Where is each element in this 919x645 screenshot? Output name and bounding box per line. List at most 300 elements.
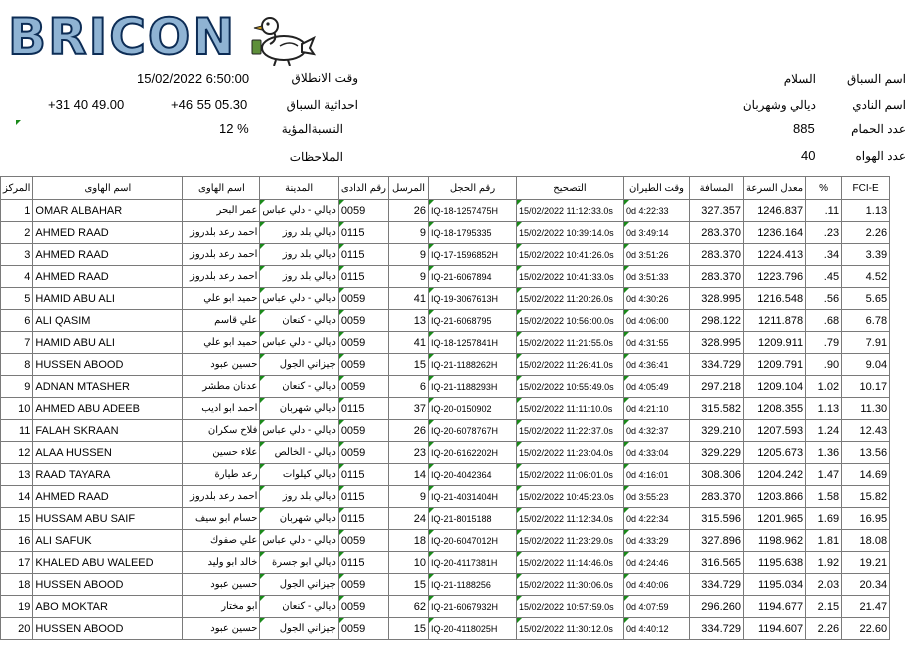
correction-cell: 15/02/2022 11:14:46.0s bbox=[517, 552, 624, 574]
notes-label: الملاحظات bbox=[289, 150, 343, 164]
pct-cell: 1.02 bbox=[806, 376, 842, 398]
pct-cell: 1.47 bbox=[806, 464, 842, 486]
coords-label: احداثية السباق bbox=[286, 98, 358, 112]
fci-cell: 10.17 bbox=[842, 376, 890, 398]
fancier-en-cell: HUSSEN ABOOD bbox=[33, 618, 183, 640]
sent-cell: 18 bbox=[389, 530, 429, 552]
flight-time-cell: 0d 4:33:29 bbox=[624, 530, 690, 552]
sent-cell: 41 bbox=[389, 288, 429, 310]
club-cell: 0059 bbox=[338, 530, 388, 552]
flight-time-cell: 0d 4:24:46 bbox=[624, 552, 690, 574]
city-cell: جيزاني الجول bbox=[260, 574, 338, 596]
sent-cell: 9 bbox=[389, 222, 429, 244]
fancier-ar-cell: علاء حسين bbox=[183, 442, 260, 464]
city-cell: ديالي - كنعان bbox=[260, 376, 338, 398]
city-cell: ديالي بلد روز bbox=[260, 222, 338, 244]
flight-time-cell: 0d 4:22:34 bbox=[624, 508, 690, 530]
club-cell: 0059 bbox=[338, 310, 388, 332]
ring-cell: IQ-21-1188293H bbox=[429, 376, 517, 398]
sent-cell: 23 bbox=[389, 442, 429, 464]
rank-cell: 13 bbox=[1, 464, 33, 486]
ring-cell: IQ-21-4031404H bbox=[429, 486, 517, 508]
fci-cell: 12.43 bbox=[842, 420, 890, 442]
corner-marker bbox=[16, 120, 21, 125]
sent-cell: 26 bbox=[389, 200, 429, 222]
sent-cell: 26 bbox=[389, 420, 429, 442]
distance-cell: 308.306 bbox=[690, 464, 744, 486]
table-row bbox=[1, 574, 890, 596]
city-cell: ديالي - دلي عباس bbox=[260, 200, 338, 222]
correction-cell: 15/02/2022 10:39:14.0s bbox=[517, 222, 624, 244]
correction-cell: 15/02/2022 11:21:55.0s bbox=[517, 332, 624, 354]
table-row bbox=[1, 618, 890, 640]
flight-time-cell: 0d 3:51:26 bbox=[624, 244, 690, 266]
fancier-en-cell: ADNAN MTASHER bbox=[33, 376, 183, 398]
table-row bbox=[1, 398, 890, 420]
flight-time-cell: 0d 4:06:00 bbox=[624, 310, 690, 332]
rank-cell: 6 bbox=[1, 310, 33, 332]
speed-cell: 1209.911 bbox=[744, 332, 806, 354]
ring-cell: IQ-18-1257841H bbox=[429, 332, 517, 354]
fci-cell: 5.65 bbox=[842, 288, 890, 310]
correction-cell: 15/02/2022 11:12:34.0s bbox=[517, 508, 624, 530]
percent-label: النسبةالمؤية bbox=[281, 122, 343, 136]
fci-cell: 1.13 bbox=[842, 200, 890, 222]
speed-cell: 1236.164 bbox=[744, 222, 806, 244]
fci-cell: 15.82 bbox=[842, 486, 890, 508]
fancier-ar-cell: حميد ابو علي bbox=[183, 332, 260, 354]
fci-cell: 20.34 bbox=[842, 574, 890, 596]
fancier-en-cell: HUSSAM ABU SAIF bbox=[33, 508, 183, 530]
club-cell: 0059 bbox=[338, 618, 388, 640]
pct-cell: 1.58 bbox=[806, 486, 842, 508]
club-cell: 0059 bbox=[338, 420, 388, 442]
distance-cell: 334.729 bbox=[690, 618, 744, 640]
fancier-en-cell: HUSSEN ABOOD bbox=[33, 354, 183, 376]
speed-cell: 1207.593 bbox=[744, 420, 806, 442]
rank-cell: 18 bbox=[1, 574, 33, 596]
fancier-en-cell: FALAH SKRAAN bbox=[33, 420, 183, 442]
speed-cell: 1209.791 bbox=[744, 354, 806, 376]
col-flight-time: وقت الطيران bbox=[624, 177, 690, 200]
flight-time-cell: 0d 4:40:12 bbox=[624, 618, 690, 640]
coord-lon: +31 40 49.00 bbox=[48, 97, 125, 112]
fancier-ar-cell: خالد ابو وليد bbox=[183, 552, 260, 574]
club-cell: 0115 bbox=[338, 244, 388, 266]
flight-time-cell: 0d 4:21:10 bbox=[624, 398, 690, 420]
pct-cell: .34 bbox=[806, 244, 842, 266]
fancier-ar-cell: علي صفوك bbox=[183, 530, 260, 552]
pct-cell: .23 bbox=[806, 222, 842, 244]
fancier-en-cell: AHMED RAAD bbox=[33, 266, 183, 288]
distance-cell: 283.370 bbox=[690, 266, 744, 288]
fancier-ar-cell: احمد ابو اديب bbox=[183, 398, 260, 420]
fancier-ar-cell: احمد رعد بلدروز bbox=[183, 486, 260, 508]
pct-cell: 1.81 bbox=[806, 530, 842, 552]
city-cell: ديالي - دلي عباس bbox=[260, 420, 338, 442]
ring-cell: IQ-21-6067894 bbox=[429, 266, 517, 288]
fancier-en-cell: AHMED RAAD bbox=[33, 222, 183, 244]
fci-cell: 13.56 bbox=[842, 442, 890, 464]
rank-cell: 3 bbox=[1, 244, 33, 266]
pct-cell: 2.26 bbox=[806, 618, 842, 640]
speed-cell: 1246.837 bbox=[744, 200, 806, 222]
fancier-en-cell: KHALED ABU WALEED bbox=[33, 552, 183, 574]
flight-time-cell: 0d 4:22:33 bbox=[624, 200, 690, 222]
distance-cell: 296.260 bbox=[690, 596, 744, 618]
fancier-ar-cell: عمر البحر bbox=[183, 200, 260, 222]
pct-cell: .56 bbox=[806, 288, 842, 310]
club-cell: 0115 bbox=[338, 464, 388, 486]
ring-cell: IQ-21-8015188 bbox=[429, 508, 517, 530]
rank-cell: 5 bbox=[1, 288, 33, 310]
ring-cell: IQ-21-1188262H bbox=[429, 354, 517, 376]
correction-cell: 15/02/2022 10:55:49.0s bbox=[517, 376, 624, 398]
fanciers-label: عدد الهواه bbox=[855, 149, 906, 163]
pigeons-value: 885 bbox=[793, 121, 815, 136]
fancier-ar-cell: حسين عبود bbox=[183, 574, 260, 596]
flight-time-cell: 0d 4:07:59 bbox=[624, 596, 690, 618]
speed-cell: 1201.965 bbox=[744, 508, 806, 530]
fci-cell: 16.95 bbox=[842, 508, 890, 530]
fci-cell: 9.04 bbox=[842, 354, 890, 376]
pct-cell: 1.24 bbox=[806, 420, 842, 442]
bricon-logo bbox=[8, 6, 308, 68]
sent-cell: 37 bbox=[389, 398, 429, 420]
fancier-ar-cell: حميد ابو علي bbox=[183, 288, 260, 310]
fancier-ar-cell: حسين عبود bbox=[183, 354, 260, 376]
rank-cell: 2 bbox=[1, 222, 33, 244]
table-row bbox=[1, 530, 890, 552]
rank-cell: 16 bbox=[1, 530, 33, 552]
correction-cell: 15/02/2022 10:41:33.0s bbox=[517, 266, 624, 288]
fancier-en-cell: HAMID ABU ALI bbox=[33, 332, 183, 354]
speed-cell: 1195.638 bbox=[744, 552, 806, 574]
club-label: اسم النادي bbox=[852, 98, 906, 112]
flight-time-cell: 0d 4:16:01 bbox=[624, 464, 690, 486]
city-cell: ديالي - دلي عباس bbox=[260, 332, 338, 354]
distance-cell: 315.596 bbox=[690, 508, 744, 530]
correction-cell: 15/02/2022 11:06:01.0s bbox=[517, 464, 624, 486]
fancier-en-cell: RAAD TAYARA bbox=[33, 464, 183, 486]
sent-cell: 13 bbox=[389, 310, 429, 332]
col-fancier-en: اسم الهاوى bbox=[33, 177, 183, 200]
ring-cell: IQ-17-1596852H bbox=[429, 244, 517, 266]
flight-time-cell: 0d 4:33:04 bbox=[624, 442, 690, 464]
col-club-no: رقم الدادى bbox=[338, 177, 388, 200]
club-cell: 0115 bbox=[338, 486, 388, 508]
fancier-ar-cell: ابو مختار bbox=[183, 596, 260, 618]
col-rank: المركز bbox=[1, 177, 33, 200]
fancier-ar-cell: احمد رعد بلدروز bbox=[183, 266, 260, 288]
correction-cell: 15/02/2022 11:26:41.0s bbox=[517, 354, 624, 376]
speed-cell: 1194.607 bbox=[744, 618, 806, 640]
pct-cell: .11 bbox=[806, 200, 842, 222]
flight-time-cell: 0d 4:05:49 bbox=[624, 376, 690, 398]
flight-time-cell: 0d 3:55:23 bbox=[624, 486, 690, 508]
table-row bbox=[1, 222, 890, 244]
pct-cell: 1.36 bbox=[806, 442, 842, 464]
distance-cell: 334.729 bbox=[690, 354, 744, 376]
fancier-en-cell: HAMID ABU ALI bbox=[33, 288, 183, 310]
fci-cell: 4.52 bbox=[842, 266, 890, 288]
table-row bbox=[1, 310, 890, 332]
pigeons-label: عدد الحمام bbox=[851, 122, 906, 136]
sent-cell: 9 bbox=[389, 486, 429, 508]
col-ring: رقم الحجل bbox=[429, 177, 517, 200]
coord-lat: +46 55 05.30 bbox=[171, 97, 248, 112]
speed-cell: 1203.866 bbox=[744, 486, 806, 508]
pigeon-icon bbox=[240, 10, 316, 66]
fancier-en-cell: HUSSEN ABOOD bbox=[33, 574, 183, 596]
city-cell: ديالي ابو جسرة bbox=[260, 552, 338, 574]
ring-cell: IQ-21-6068795 bbox=[429, 310, 517, 332]
table-row bbox=[1, 354, 890, 376]
speed-cell: 1195.034 bbox=[744, 574, 806, 596]
percent-value: 12 % bbox=[219, 121, 249, 136]
fancier-en-cell: ALAA HUSSEN bbox=[33, 442, 183, 464]
distance-cell: 297.218 bbox=[690, 376, 744, 398]
col-speed: معدل السرعة bbox=[744, 177, 806, 200]
fci-cell: 19.21 bbox=[842, 552, 890, 574]
flight-time-cell: 0d 4:40:06 bbox=[624, 574, 690, 596]
correction-cell: 15/02/2022 11:30:06.0s bbox=[517, 574, 624, 596]
ring-cell: IQ-20-4118025H bbox=[429, 618, 517, 640]
ring-cell: IQ-19-3067613H bbox=[429, 288, 517, 310]
sent-cell: 15 bbox=[389, 574, 429, 596]
distance-cell: 328.995 bbox=[690, 288, 744, 310]
rank-cell: 4 bbox=[1, 266, 33, 288]
rank-cell: 11 bbox=[1, 420, 33, 442]
sent-cell: 6 bbox=[389, 376, 429, 398]
club-cell: 0059 bbox=[338, 596, 388, 618]
city-cell: ديالي بلد روز bbox=[260, 266, 338, 288]
fancier-en-cell: ABO MOKTAR bbox=[33, 596, 183, 618]
correction-cell: 15/02/2022 10:57:59.0s bbox=[517, 596, 624, 618]
fci-cell: 18.08 bbox=[842, 530, 890, 552]
start-time-label: وقت الانطلاق bbox=[291, 71, 358, 85]
rank-cell: 15 bbox=[1, 508, 33, 530]
club-cell: 0115 bbox=[338, 508, 388, 530]
fancier-en-cell: OMAR ALBAHAR bbox=[33, 200, 183, 222]
pct-cell: .45 bbox=[806, 266, 842, 288]
fancier-ar-cell: احمد رعد بلدروز bbox=[183, 222, 260, 244]
correction-cell: 15/02/2022 11:12:33.0s bbox=[517, 200, 624, 222]
sent-cell: 41 bbox=[389, 332, 429, 354]
distance-cell: 316.565 bbox=[690, 552, 744, 574]
distance-cell: 329.229 bbox=[690, 442, 744, 464]
club-cell: 0059 bbox=[338, 354, 388, 376]
table-row bbox=[1, 596, 890, 618]
sent-cell: 9 bbox=[389, 244, 429, 266]
speed-cell: 1209.104 bbox=[744, 376, 806, 398]
table-row bbox=[1, 464, 890, 486]
fci-cell: 21.47 bbox=[842, 596, 890, 618]
city-cell: جيزاني الجول bbox=[260, 354, 338, 376]
city-cell: ديالي - الخالص bbox=[260, 442, 338, 464]
speed-cell: 1208.355 bbox=[744, 398, 806, 420]
ring-cell: IQ-18-1795335 bbox=[429, 222, 517, 244]
ring-cell: IQ-20-6162202H bbox=[429, 442, 517, 464]
flight-time-cell: 0d 4:32:37 bbox=[624, 420, 690, 442]
ring-cell: IQ-20-6078767H bbox=[429, 420, 517, 442]
col-distance: المسافة bbox=[690, 177, 744, 200]
club-cell: 0059 bbox=[338, 376, 388, 398]
flight-time-cell: 0d 3:49:14 bbox=[624, 222, 690, 244]
sent-cell: 15 bbox=[389, 354, 429, 376]
pct-cell: .90 bbox=[806, 354, 842, 376]
ring-cell: IQ-20-0150902 bbox=[429, 398, 517, 420]
distance-cell: 327.357 bbox=[690, 200, 744, 222]
city-cell: ديالي شهربان bbox=[260, 398, 338, 420]
rank-cell: 17 bbox=[1, 552, 33, 574]
fancier-ar-cell: فلاح سكران bbox=[183, 420, 260, 442]
club-value: ديالي وشهربان bbox=[742, 98, 816, 112]
distance-cell: 283.370 bbox=[690, 222, 744, 244]
flight-time-cell: 0d 3:51:33 bbox=[624, 266, 690, 288]
rank-cell: 1 bbox=[1, 200, 33, 222]
city-cell: ديالي - دلي عباس bbox=[260, 530, 338, 552]
table-row bbox=[1, 376, 890, 398]
rank-cell: 8 bbox=[1, 354, 33, 376]
correction-cell: 15/02/2022 11:30:12.0s bbox=[517, 618, 624, 640]
distance-cell: 328.995 bbox=[690, 332, 744, 354]
ring-cell: IQ-20-4117381H bbox=[429, 552, 517, 574]
flight-time-cell: 0d 4:31:55 bbox=[624, 332, 690, 354]
ring-cell: IQ-18-1257475H bbox=[429, 200, 517, 222]
distance-cell: 329.210 bbox=[690, 420, 744, 442]
club-cell: 0059 bbox=[338, 288, 388, 310]
speed-cell: 1198.962 bbox=[744, 530, 806, 552]
correction-cell: 15/02/2022 11:23:04.0s bbox=[517, 442, 624, 464]
speed-cell: 1205.673 bbox=[744, 442, 806, 464]
correction-cell: 15/02/2022 11:22:37.0s bbox=[517, 420, 624, 442]
rank-cell: 9 bbox=[1, 376, 33, 398]
col-correction: التصحيح bbox=[517, 177, 624, 200]
club-cell: 0115 bbox=[338, 398, 388, 420]
sent-cell: 9 bbox=[389, 266, 429, 288]
city-cell: ديالي - دلي عباس bbox=[260, 288, 338, 310]
fancier-ar-cell: احمد رعد بلدروز bbox=[183, 244, 260, 266]
table-row bbox=[1, 508, 890, 530]
fancier-en-cell: ALI QASIM bbox=[33, 310, 183, 332]
speed-cell: 1211.878 bbox=[744, 310, 806, 332]
ring-cell: IQ-20-4042364 bbox=[429, 464, 517, 486]
fancier-ar-cell: عدنان مطشر bbox=[183, 376, 260, 398]
correction-cell: 15/02/2022 10:45:23.0s bbox=[517, 486, 624, 508]
pct-cell: .79 bbox=[806, 332, 842, 354]
fancier-en-cell: ALI SAFUK bbox=[33, 530, 183, 552]
correction-cell: 15/02/2022 11:23:29.0s bbox=[517, 530, 624, 552]
city-cell: ديالي شهربان bbox=[260, 508, 338, 530]
table-row bbox=[1, 332, 890, 354]
col-fci: FCI-E bbox=[842, 177, 890, 200]
sent-cell: 62 bbox=[389, 596, 429, 618]
city-cell: ديالي بلد روز bbox=[260, 244, 338, 266]
fancier-ar-cell: علي قاسم bbox=[183, 310, 260, 332]
rank-cell: 19 bbox=[1, 596, 33, 618]
ring-cell: IQ-21-6067932H bbox=[429, 596, 517, 618]
rank-cell: 12 bbox=[1, 442, 33, 464]
flight-time-cell: 0d 4:30:26 bbox=[624, 288, 690, 310]
col-city: المدينة bbox=[260, 177, 338, 200]
club-cell: 0115 bbox=[338, 552, 388, 574]
fci-cell: 3.39 bbox=[842, 244, 890, 266]
col-pct: % bbox=[806, 177, 842, 200]
correction-cell: 15/02/2022 10:41:26.0s bbox=[517, 244, 624, 266]
pct-cell: .68 bbox=[806, 310, 842, 332]
fancier-en-cell: AHMED ABU ADEEB bbox=[33, 398, 183, 420]
pct-cell: 2.15 bbox=[806, 596, 842, 618]
race-name-value: السلام bbox=[783, 72, 816, 86]
pct-cell: 2.03 bbox=[806, 574, 842, 596]
table-row bbox=[1, 244, 890, 266]
correction-cell: 15/02/2022 10:56:00.0s bbox=[517, 310, 624, 332]
rank-cell: 14 bbox=[1, 486, 33, 508]
distance-cell: 334.729 bbox=[690, 574, 744, 596]
fancier-en-cell: AHMED RAAD bbox=[33, 244, 183, 266]
table-header-row bbox=[1, 177, 890, 200]
city-cell: ديالي - كنعان bbox=[260, 310, 338, 332]
pct-cell: 1.69 bbox=[806, 508, 842, 530]
sent-cell: 10 bbox=[389, 552, 429, 574]
table-row bbox=[1, 552, 890, 574]
ring-cell: IQ-20-6047012H bbox=[429, 530, 517, 552]
fancier-en-cell: AHMED RAAD bbox=[33, 486, 183, 508]
table-body bbox=[1, 200, 890, 640]
sent-cell: 14 bbox=[389, 464, 429, 486]
distance-cell: 283.370 bbox=[690, 486, 744, 508]
pct-cell: 1.92 bbox=[806, 552, 842, 574]
fci-cell: 7.91 bbox=[842, 332, 890, 354]
club-cell: 0059 bbox=[338, 442, 388, 464]
speed-cell: 1223.796 bbox=[744, 266, 806, 288]
rank-cell: 20 bbox=[1, 618, 33, 640]
speed-cell: 1194.677 bbox=[744, 596, 806, 618]
results-table bbox=[0, 176, 890, 640]
table-row bbox=[1, 200, 890, 222]
fci-cell: 22.60 bbox=[842, 618, 890, 640]
start-time-value: 15/02/2022 6:50:00 bbox=[137, 71, 250, 86]
speed-cell: 1204.242 bbox=[744, 464, 806, 486]
rank-cell: 10 bbox=[1, 398, 33, 420]
rank-cell: 7 bbox=[1, 332, 33, 354]
club-cell: 0059 bbox=[338, 574, 388, 596]
logo-text: BRICON bbox=[8, 8, 237, 66]
col-sent: المرسل bbox=[389, 177, 429, 200]
race-name-label: اسم السباق bbox=[847, 72, 906, 86]
fci-cell: 2.26 bbox=[842, 222, 890, 244]
table-row bbox=[1, 266, 890, 288]
ring-cell: IQ-21-1188256 bbox=[429, 574, 517, 596]
table-row bbox=[1, 442, 890, 464]
correction-cell: 15/02/2022 11:11:10.0s bbox=[517, 398, 624, 420]
city-cell: جيزاني الجول bbox=[260, 618, 338, 640]
club-cell: 0115 bbox=[338, 222, 388, 244]
club-cell: 0059 bbox=[338, 332, 388, 354]
table-row bbox=[1, 420, 890, 442]
city-cell: ديالي بلد روز bbox=[260, 486, 338, 508]
table-row bbox=[1, 288, 890, 310]
fancier-ar-cell: رعد طيارة bbox=[183, 464, 260, 486]
col-fancier-ar: اسم الهاوى bbox=[183, 177, 260, 200]
fci-cell: 6.78 bbox=[842, 310, 890, 332]
fancier-ar-cell: حسين عبود bbox=[183, 618, 260, 640]
distance-cell: 283.370 bbox=[690, 244, 744, 266]
speed-cell: 1224.413 bbox=[744, 244, 806, 266]
sent-cell: 15 bbox=[389, 618, 429, 640]
club-cell: 0059 bbox=[338, 200, 388, 222]
